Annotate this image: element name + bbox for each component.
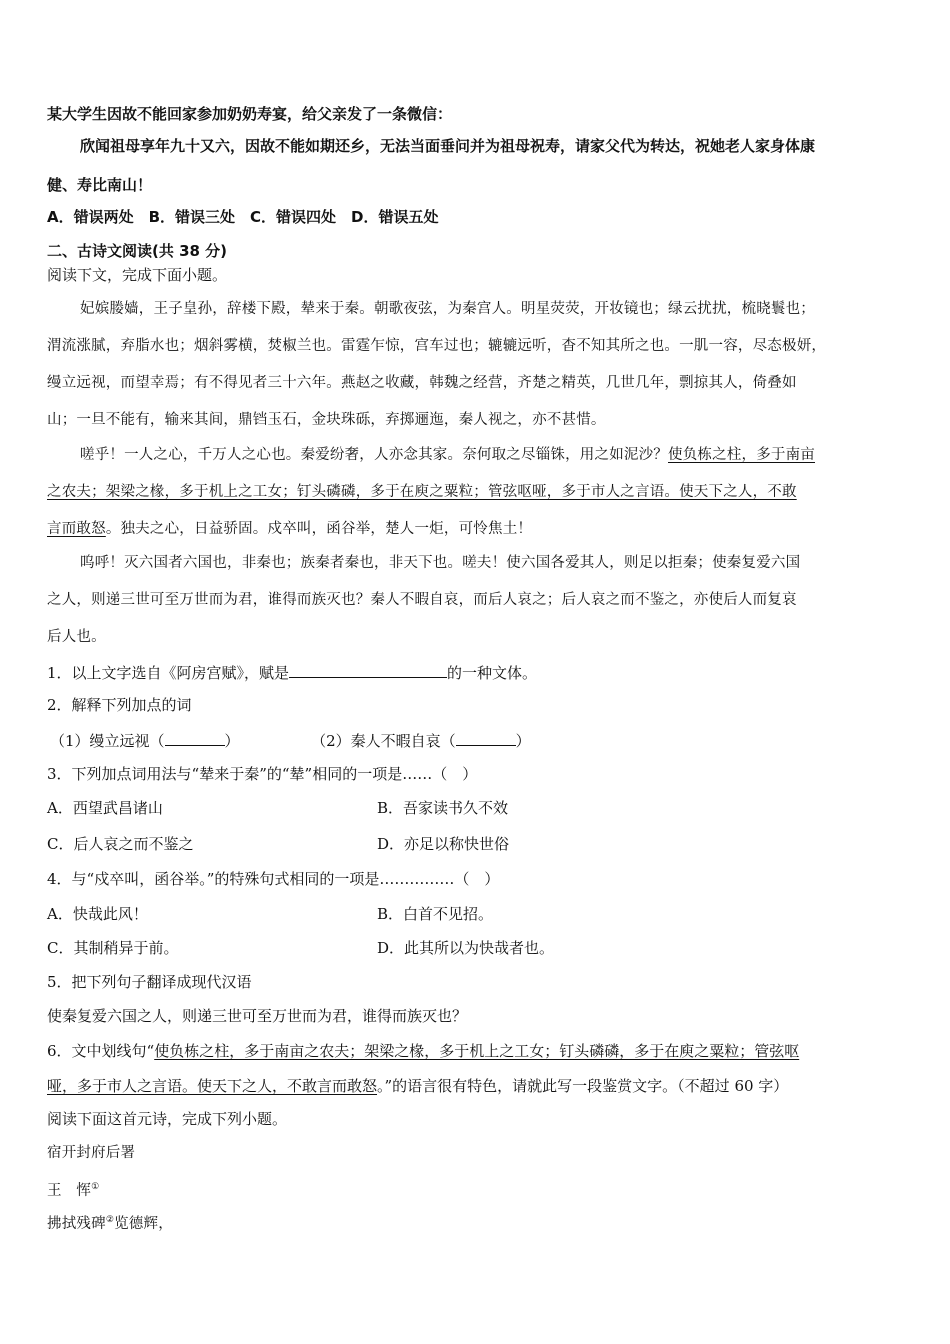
option-a[interactable]: A．西望武昌诸山 — [47, 799, 163, 817]
wechat-msg-line2: 健、寿比南山！ — [47, 176, 153, 194]
underlined-text: 使负栋之柱，多于南亩 — [668, 447, 815, 463]
section-heading: 二、古诗文阅读(共 38 分) — [47, 242, 228, 260]
wechat-msg-line1: 欣闻祖母享年九十又六，因故不能如期还乡，无法当面垂问并为祖母祝寿，请家父代为转达，祝她老人家身体康 — [80, 137, 816, 155]
poem-line — [47, 1210, 173, 1234]
option-d[interactable]: D．亦足以称快世俗 — [377, 835, 510, 853]
passage-line: 山；一旦不能有，输来其间，鼎铛玉石，金块珠砾，弃掷逦迤，秦人视之，亦不甚惜。 — [47, 412, 606, 428]
underlined-text: 之农夫；架梁之椽，多于机上之工女；钉头磷磷，多于在庾之粟粒；管弦呕哑，多于市人之言语。使天下之人，不敢 — [47, 484, 797, 500]
option-b[interactable]: B．吾家读书久不效 — [377, 799, 509, 817]
option-c[interactable]: C．其制稍异于前。 — [47, 939, 179, 957]
question-text: 6．文中划线句“ — [47, 1042, 155, 1060]
question-4: 4．与“戍卒叫，函谷举。”的特殊句式相同的一项是……………（ ） — [47, 870, 500, 888]
underlined-text: 使负栋之柱，多于南亩之农夫；架梁之椽，多于机上之工女；钉头磷磷，多于在庾之粟粒；管弦呕 — [154, 1042, 800, 1060]
passage-line: 之人，则递三世可至万世而为君，谁得而族灭也？秦人不暇自哀，而后人哀之；后人哀之而不鉴之，亦使后人而复哀 — [47, 592, 797, 608]
question-6 — [47, 1041, 799, 1061]
question-6-cont — [47, 1076, 788, 1096]
question-text: 的一种文体。 — [447, 664, 538, 682]
passage-line — [47, 482, 797, 502]
footnote-mark: ① — [91, 1182, 100, 1192]
reading-instruction: 阅读下文，完成下面小题。 — [47, 266, 228, 284]
passage-text: 嗟乎！一人之心，千万人之心也。秦爱纷奢，人亦念其家。奈何取之尽锱铢，用之如泥沙？ — [80, 447, 668, 463]
underlined-text: 言而敢怒 — [47, 521, 106, 537]
author-name: 王 恽 — [47, 1182, 92, 1199]
question-3: 3．下列加点词用法与“辇来于秦”的“辇”相同的一项是……（ ） — [47, 765, 478, 783]
passage-line: 妃嫔媵嫱，王子皇孙，辞楼下殿，辇来于秦。朝歌夜弦，为秦宫人。明星荧荧，开妆镜也；绿云扰扰，梳晓鬟也； — [80, 301, 815, 317]
poem-title: 宿开封府后署 — [47, 1145, 136, 1161]
option-c[interactable]: C．后人哀之而不鉴之 — [47, 835, 194, 853]
question-text: （2）秦人不暇自哀（ — [311, 732, 456, 750]
passage-line: 渭流涨腻，弃脂水也；烟斜雾横，焚椒兰也。雷霆乍惊，宫车过也；辘辘远听，杳不知其所之也。一肌一容，尽态极妍， — [47, 338, 827, 354]
option-b[interactable]: B．白首不见招。 — [377, 905, 494, 923]
passage-line: 后人也。 — [47, 629, 106, 645]
answer-blank[interactable] — [456, 729, 516, 746]
question-text: 1．以上文字选自《阿房宫赋》，赋是 — [47, 664, 290, 682]
poem-text: 拂拭残碑 — [47, 1215, 106, 1232]
question-text: （1）缦立远视（ — [50, 732, 165, 750]
question-1 — [47, 661, 537, 683]
poem-text: 览德辉， — [114, 1215, 173, 1232]
passage-text: 。独夫之心，日益骄固。戍卒叫，函谷举，楚人一炬，可怜焦土！ — [105, 521, 533, 537]
question-text: ） — [515, 732, 531, 750]
answer-blank[interactable] — [165, 729, 225, 746]
passage-line — [47, 519, 532, 539]
wechat-intro: 某大学生因故不能回家参加奶奶寿宴，给父亲发了一条微信： — [47, 105, 453, 123]
footnote-mark: ② — [105, 1215, 115, 1225]
passage-line: 呜呼！灭六国者六国也，非秦也；族秦者秦也，非天下也。嗟夫！使六国各爱其人，则足以拒秦；使秦复爱六国 — [80, 555, 801, 571]
passage-line — [80, 445, 815, 465]
question-2: 2．解释下列加点的词 — [47, 696, 192, 714]
question-5-sentence: 使秦复爱六国之人，则递三世可至万世而为君，谁得而族灭也？ — [47, 1007, 468, 1025]
poem-author — [47, 1177, 99, 1201]
question-text: ） — [224, 732, 240, 750]
underlined-text: 哑，多于市人之言语。使天下之人，不敢言而敢怒 — [47, 1077, 378, 1095]
passage-line: 缦立远视，而望幸焉；有不得见者三十六年。燕赵之收藏，韩魏之经营，齐楚之精英，几世几年，剽掠其人，倚叠如 — [47, 375, 797, 391]
question-2-items — [50, 729, 531, 751]
question-text: 。”的语言很有特色，请就此写一段鉴赏文字。（不超过 60 字） — [377, 1077, 789, 1095]
option-d[interactable]: D．此其所以为快哉者也。 — [377, 939, 555, 957]
poem-instruction: 阅读下面这首元诗，完成下列小题。 — [47, 1110, 288, 1128]
option-a[interactable]: A．快哉此风！ — [47, 905, 148, 923]
answer-options: A．错误两处 B．错误三处 C．错误四处 D．错误五处 — [47, 208, 439, 226]
answer-blank[interactable] — [289, 661, 447, 678]
question-5: 5．把下列句子翻译成现代汉语 — [47, 973, 252, 991]
question-3-options — [47, 798, 163, 818]
